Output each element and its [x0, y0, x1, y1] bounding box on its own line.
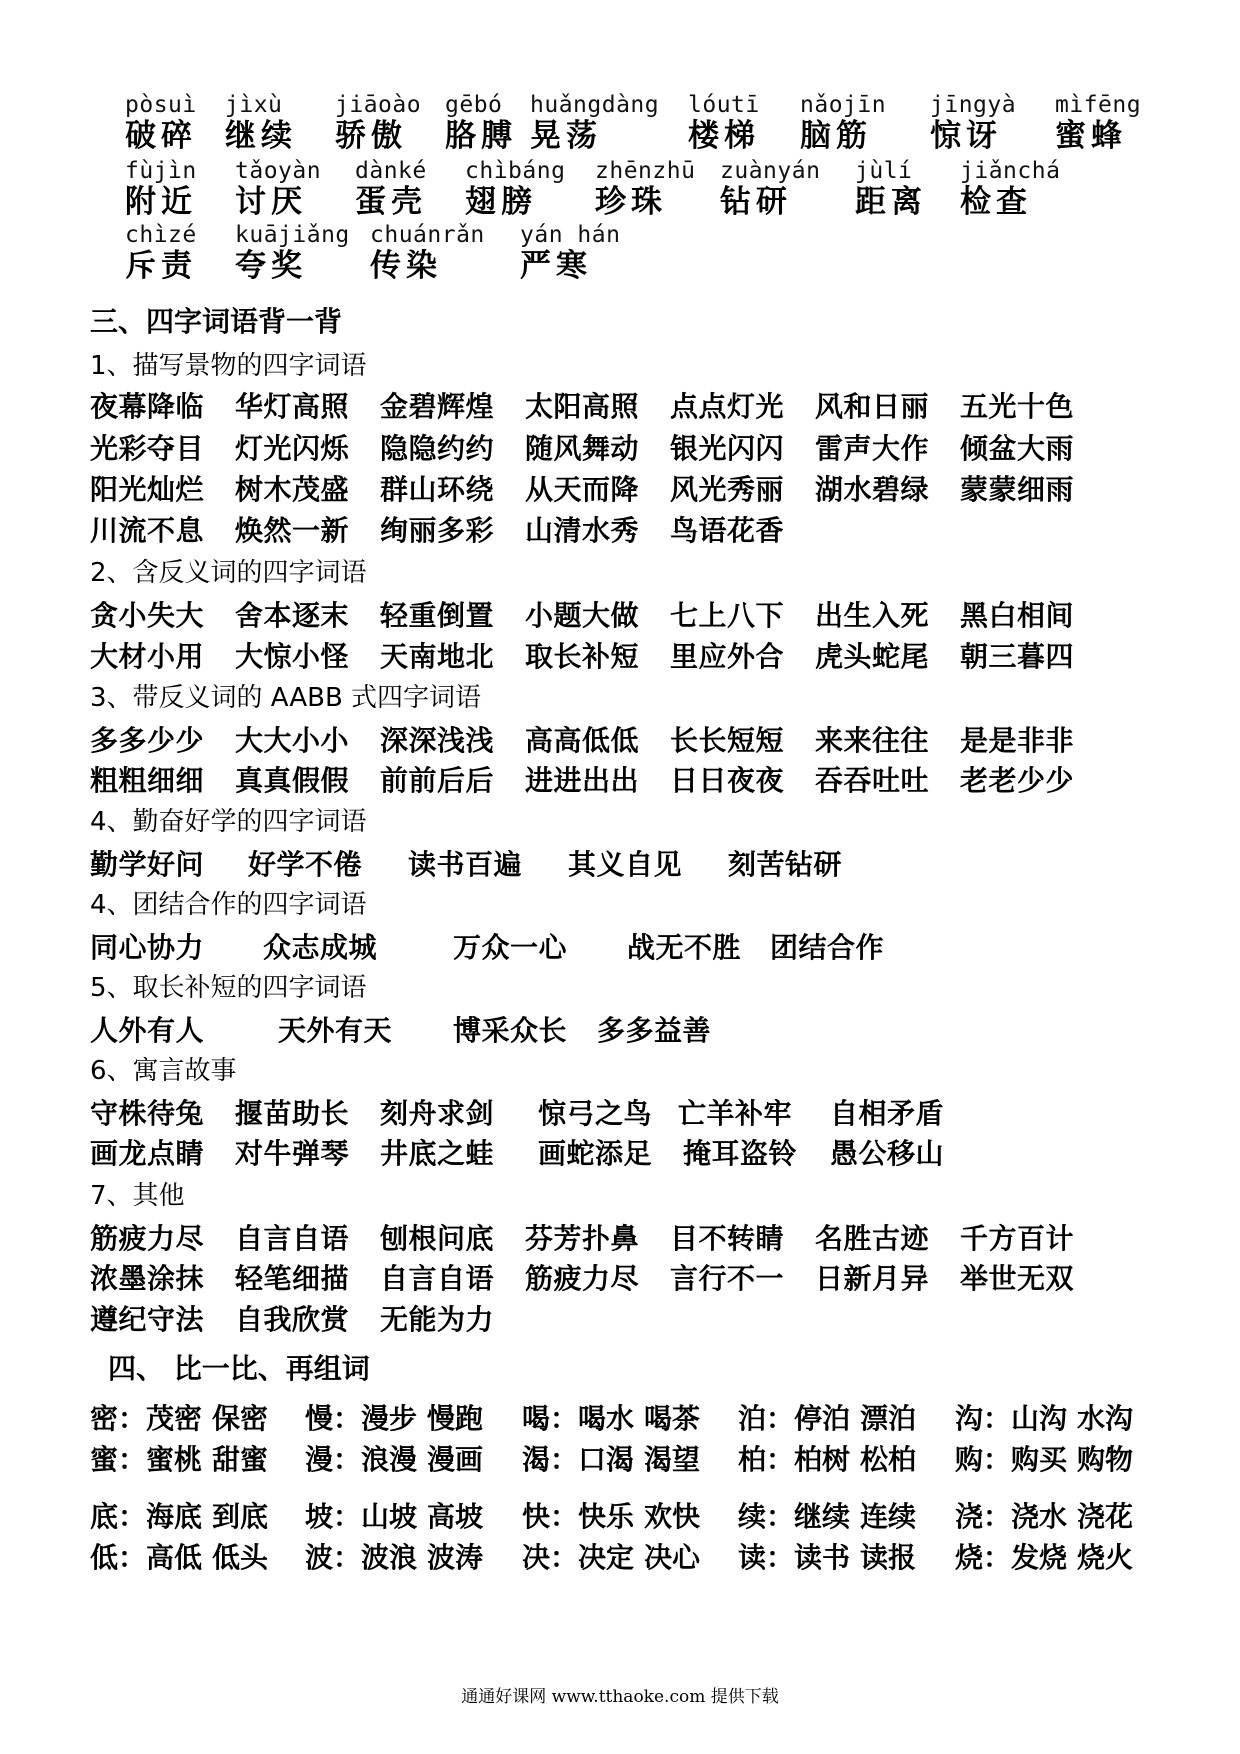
pinyin-text: zuànyán: [720, 158, 821, 184]
formed-word: 连续: [860, 1500, 917, 1533]
formed-word: 决定: [578, 1541, 635, 1574]
formed-word: 读书: [794, 1541, 851, 1574]
hanzi-word: 惊讶: [930, 118, 1002, 154]
colon-separator: ：: [333, 1541, 362, 1574]
pinyin-text: zhēnzhū: [595, 158, 696, 184]
idiom: 好学不倦: [248, 848, 363, 881]
idiom: 倾盆大雨: [960, 432, 1075, 465]
pinyin-word: [688, 92, 760, 154]
base-character: 坡: [305, 1500, 334, 1533]
base-character: 快: [522, 1500, 551, 1533]
hanzi-word: 翅膀: [465, 184, 537, 220]
formed-word: 山沟: [1011, 1402, 1068, 1435]
hanzi-word: 讨厌: [235, 184, 307, 220]
idiom: 绚丽多彩: [380, 514, 495, 547]
pinyin-word: [355, 158, 427, 220]
idiom: 来来往往: [815, 724, 930, 757]
idiom: 无能为力: [380, 1303, 495, 1336]
idiom: 贪小失大: [90, 599, 205, 632]
base-character: 决: [522, 1541, 551, 1574]
idiom: 轻笔细描: [235, 1262, 350, 1295]
hanzi-word: 严寒: [520, 248, 592, 284]
idiom: 愚公移山: [830, 1137, 945, 1170]
idiom-row: [0, 1257, 1240, 1295]
pinyin-word: [595, 158, 695, 220]
compare-group: [738, 1536, 916, 1576]
idiom: 长长短短: [670, 724, 785, 757]
formed-word: 漫画: [427, 1443, 484, 1476]
idiom: 画蛇添足: [538, 1137, 653, 1170]
pinyin-text: chìbáng: [465, 158, 566, 184]
pinyin-word: [855, 158, 927, 220]
colon-separator: ：: [118, 1541, 147, 1574]
compare-group: [522, 1438, 700, 1478]
idiom: 千方百计: [960, 1222, 1075, 1255]
pinyin-word: [930, 92, 1016, 154]
colon-separator: ：: [983, 1402, 1012, 1435]
formed-word: 烧火: [1077, 1541, 1134, 1574]
idiom: 雷声大作: [815, 432, 930, 465]
idiom-group-title: 4、勤奋好学的四字词语: [90, 807, 367, 837]
colon-separator: ：: [983, 1443, 1012, 1476]
formed-word: 蜜桃: [146, 1443, 203, 1476]
idiom: 言行不一: [670, 1262, 785, 1295]
idiom: 轻重倒置: [380, 599, 495, 632]
section3-title: 三、四字词语背一背: [90, 305, 343, 338]
idiom-group-title: 1、描写景物的四字词语: [90, 351, 367, 381]
idiom: 灯光闪烁: [235, 432, 350, 465]
idiom: 鸟语花香: [670, 514, 785, 547]
hanzi-word: 胳膊: [445, 118, 517, 154]
compare-group: [305, 1438, 483, 1478]
formed-word: 柏树: [794, 1443, 851, 1476]
idiom: 天南地北: [380, 640, 495, 673]
idiom: 隐隐约约: [380, 432, 495, 465]
compare-group: [90, 1536, 268, 1576]
idiom: 川流不息: [90, 514, 205, 547]
compare-group: [738, 1438, 916, 1478]
idiom: 湖水碧绿: [815, 473, 930, 506]
compare-group: [955, 1495, 1133, 1535]
idiom: 高高低低: [525, 724, 640, 757]
formed-word: 浇花: [1077, 1500, 1134, 1533]
idiom-group-title: 5、取长补短的四字词语: [90, 973, 367, 1003]
compare-group: [90, 1397, 268, 1437]
pinyin-word: [465, 158, 565, 220]
idiom: 芬芳扑鼻: [525, 1222, 640, 1255]
idiom: 里应外合: [670, 640, 785, 673]
idiom-row: [0, 1298, 1240, 1336]
base-character: 柏: [738, 1443, 767, 1476]
idiom: 深深浅浅: [380, 724, 495, 757]
idiom-group-title: 7、其他: [90, 1181, 185, 1211]
idiom-row: [0, 843, 1240, 881]
idiom: 对牛弹琴: [235, 1137, 350, 1170]
base-character: 泊: [738, 1402, 767, 1435]
idiom: 小题大做: [525, 599, 640, 632]
hanzi-word: 检查: [960, 184, 1032, 220]
idiom: 粗粗细细: [90, 764, 205, 797]
idiom: 名胜古迹: [815, 1222, 930, 1255]
idiom: 自言自语: [235, 1222, 350, 1255]
idiom-row: [0, 1009, 1240, 1047]
idiom: 刨根问底: [380, 1222, 495, 1255]
colon-separator: ：: [766, 1402, 795, 1435]
compare-group: [738, 1495, 916, 1535]
pinyin-word: [335, 92, 421, 154]
pinyin-row: [0, 158, 1240, 228]
idiom: 刻苦钻研: [728, 848, 843, 881]
idiom: 大大小小: [235, 724, 350, 757]
base-character: 波: [305, 1541, 334, 1574]
idiom-row: [0, 1092, 1240, 1130]
pinyin-text: kuājiǎng: [235, 222, 350, 248]
base-character: 浇: [955, 1500, 984, 1533]
idiom-row: [0, 427, 1240, 465]
idiom: 团结合作: [770, 931, 885, 964]
footer-text: 通通好课网 www.tthaoke.com 提供下载: [461, 1687, 779, 1707]
idiom: 是是非非: [960, 724, 1075, 757]
pinyin-text: jùlí: [855, 158, 913, 184]
idiom: 多多益善: [597, 1014, 712, 1047]
idiom: 日新月异: [815, 1262, 930, 1295]
idiom: 博采众长: [453, 1014, 568, 1047]
formed-word: 高坡: [427, 1500, 484, 1533]
idiom: 举世无双: [960, 1262, 1075, 1295]
hanzi-word: 骄傲: [335, 118, 407, 154]
base-character: 蜜: [90, 1443, 119, 1476]
hanzi-word: 夸奖: [235, 248, 307, 284]
colon-separator: ：: [550, 1541, 579, 1574]
colon-separator: ：: [550, 1402, 579, 1435]
base-character: 慢: [305, 1402, 334, 1435]
formed-word: 保密: [212, 1402, 269, 1435]
compare-row: [0, 1495, 1240, 1533]
formed-word: 决心: [644, 1541, 701, 1574]
idiom: 万众一心: [453, 931, 568, 964]
base-character: 密: [90, 1402, 119, 1435]
pinyin-word: [125, 92, 197, 154]
idiom: 群山环绕: [380, 473, 495, 506]
formed-word: 海底: [146, 1500, 203, 1533]
pinyin-word: [1055, 92, 1141, 154]
compare-group: [90, 1495, 268, 1535]
idiom: 前前后后: [380, 764, 495, 797]
idiom: 五光十色: [960, 390, 1075, 423]
pinyin-text: chìzé: [125, 222, 197, 248]
idiom: 随风舞动: [525, 432, 640, 465]
idiom: 从天而降: [525, 473, 640, 506]
idiom: 光彩夺目: [90, 432, 205, 465]
colon-separator: ：: [550, 1443, 579, 1476]
idiom: 日日夜夜: [670, 764, 785, 797]
idiom-row: [0, 635, 1240, 673]
hanzi-word: 脑筋: [800, 118, 872, 154]
idiom: 亡羊补牢: [678, 1097, 793, 1130]
compare-group: [522, 1397, 700, 1437]
idiom: 大材小用: [90, 640, 205, 673]
idiom-group-title: 3、带反义词的 AABB 式四字词语: [90, 683, 482, 713]
idiom: 筋疲力尽: [90, 1222, 205, 1255]
pinyin-text: lóutī: [688, 92, 760, 118]
idiom: 画龙点睛: [90, 1137, 205, 1170]
idiom: 黑白相间: [960, 599, 1075, 632]
compare-group: [305, 1495, 483, 1535]
pinyin-text: jīngyà: [930, 92, 1017, 118]
pinyin-text: dànké: [355, 158, 427, 184]
formed-word: 购买: [1011, 1443, 1068, 1476]
idiom: 树木茂盛: [235, 473, 350, 506]
formed-word: 发烧: [1011, 1541, 1068, 1574]
formed-word: 高低: [146, 1541, 203, 1574]
pinyin-word: [125, 222, 197, 284]
idiom: 浓墨涂抹: [90, 1262, 205, 1295]
idiom-row: [0, 468, 1240, 506]
idiom: 太阳高照: [525, 390, 640, 423]
idiom: 读书百遍: [408, 848, 523, 881]
formed-word: 读报: [860, 1541, 917, 1574]
formed-word: 快乐: [578, 1500, 635, 1533]
idiom: 其义自见: [568, 848, 683, 881]
hanzi-word: 斥责: [125, 248, 197, 284]
colon-separator: ：: [766, 1500, 795, 1533]
pinyin-word: [800, 92, 886, 154]
colon-separator: ：: [983, 1541, 1012, 1574]
formed-word: 茂密: [146, 1402, 203, 1435]
base-character: 沟: [955, 1402, 984, 1435]
hanzi-word: 蜜蜂: [1055, 118, 1127, 154]
idiom: 大惊小怪: [235, 640, 350, 673]
idiom: 金碧辉煌: [380, 390, 495, 423]
idiom: 舍本逐末: [235, 599, 350, 632]
pinyin-text: jiāoào: [335, 92, 422, 118]
idiom: 真真假假: [235, 764, 350, 797]
pinyin-word: [530, 92, 659, 154]
pinyin-word: [960, 158, 1060, 220]
colon-separator: ：: [766, 1541, 795, 1574]
compare-group: [90, 1438, 268, 1478]
idiom: 虎头蛇尾: [815, 640, 930, 673]
compare-row: [0, 1536, 1240, 1574]
pinyin-text: gēbó: [445, 92, 503, 118]
base-character: 读: [738, 1541, 767, 1574]
pinyin-word: [445, 92, 517, 154]
idiom: 自言自语: [380, 1262, 495, 1295]
base-character: 渴: [522, 1443, 551, 1476]
idiom: 井底之蛙: [380, 1137, 495, 1170]
pinyin-word: [235, 222, 350, 284]
pinyin-word: [225, 92, 297, 154]
formed-word: 浇水: [1011, 1500, 1068, 1533]
idiom: 多多少少: [90, 724, 205, 757]
colon-separator: ：: [333, 1402, 362, 1435]
idiom: 天外有天: [278, 1014, 393, 1047]
idiom: 阳光灿烂: [90, 473, 205, 506]
formed-word: 继续: [794, 1500, 851, 1533]
idiom-row: [0, 385, 1240, 423]
compare-group: [955, 1438, 1133, 1478]
idiom: 老老少少: [960, 764, 1075, 797]
idiom: 山清水秀: [525, 514, 640, 547]
idiom: 点点灯光: [670, 390, 785, 423]
idiom-row: [0, 594, 1240, 632]
compare-group: [305, 1397, 483, 1437]
formed-word: 波涛: [427, 1541, 484, 1574]
idiom: 华灯高照: [235, 390, 350, 423]
pinyin-text: yán hán: [520, 222, 621, 248]
idiom: 目不转睛: [670, 1222, 785, 1255]
idiom: 掩耳盗铃: [683, 1137, 798, 1170]
idiom-group-title: 4、团结合作的四字词语: [90, 890, 367, 920]
base-character: 漫: [305, 1443, 334, 1476]
pinyin-word: [370, 222, 485, 284]
compare-group: [955, 1536, 1133, 1576]
hanzi-word: 破碎: [125, 118, 197, 154]
idiom: 风和日丽: [815, 390, 930, 423]
idiom: 刻舟求剑: [380, 1097, 495, 1130]
idiom-row: [0, 509, 1240, 547]
base-character: 续: [738, 1500, 767, 1533]
base-character: 低: [90, 1541, 119, 1574]
idiom-group-title: 2、含反义词的四字词语: [90, 558, 367, 588]
pinyin-row: [0, 92, 1240, 162]
idiom: 吞吞吐吐: [815, 764, 930, 797]
formed-word: 口渴: [578, 1443, 635, 1476]
formed-word: 水沟: [1077, 1402, 1134, 1435]
formed-word: 漫步: [361, 1402, 418, 1435]
colon-separator: ：: [118, 1402, 147, 1435]
formed-word: 欢快: [644, 1500, 701, 1533]
hanzi-word: 继续: [225, 118, 297, 154]
idiom-row: [0, 719, 1240, 757]
hanzi-word: 珍珠: [595, 184, 667, 220]
hanzi-word: 晃荡: [530, 118, 602, 154]
idiom: 战无不胜: [627, 931, 742, 964]
pinyin-word: [125, 158, 197, 220]
formed-word: 渴望: [644, 1443, 701, 1476]
base-character: 喝: [522, 1402, 551, 1435]
hanzi-word: 楼梯: [688, 118, 760, 154]
compare-group: [305, 1536, 483, 1576]
hanzi-word: 附近: [125, 184, 197, 220]
idiom: 惊弓之鸟: [538, 1097, 653, 1130]
idiom-group-title: 6、寓言故事: [90, 1056, 237, 1086]
idiom: 朝三暮四: [960, 640, 1075, 673]
pinyin-word: [520, 222, 620, 284]
pinyin-text: pòsuì: [125, 92, 197, 118]
idiom: 银光闪闪: [670, 432, 785, 465]
base-character: 烧: [955, 1541, 984, 1574]
pinyin-word: [235, 158, 321, 220]
pinyin-row: [0, 222, 1240, 292]
colon-separator: ：: [983, 1500, 1012, 1533]
section4-title: 四、 比一比、再组词: [108, 1352, 370, 1385]
formed-word: 停泊: [794, 1402, 851, 1435]
idiom: 风光秀丽: [670, 473, 785, 506]
colon-separator: ：: [118, 1443, 147, 1476]
idiom: 出生入死: [815, 599, 930, 632]
compare-row: [0, 1397, 1240, 1435]
idiom: 勤学好问: [90, 848, 205, 881]
idiom-row: [0, 759, 1240, 797]
pinyin-text: jìxù: [225, 92, 283, 118]
base-character: 底: [90, 1500, 119, 1533]
colon-separator: ：: [333, 1443, 362, 1476]
colon-separator: ：: [118, 1500, 147, 1533]
compare-group: [522, 1495, 700, 1535]
formed-word: 低头: [212, 1541, 269, 1574]
idiom: 自我欣赏: [235, 1303, 350, 1336]
hanzi-word: 距离: [855, 184, 927, 220]
pinyin-text: mìfēng: [1055, 92, 1142, 118]
formed-word: 山坡: [361, 1500, 418, 1533]
pinyin-text: huǎngdàng: [530, 92, 660, 118]
idiom: 遵纪守法: [90, 1303, 205, 1336]
compare-row: [0, 1438, 1240, 1476]
pinyin-word: [720, 158, 820, 220]
compare-group: [522, 1536, 700, 1576]
idiom: 揠苗助长: [235, 1097, 350, 1130]
compare-group: [955, 1397, 1133, 1437]
hanzi-word: 蛋壳: [355, 184, 427, 220]
pinyin-text: chuánrǎn: [370, 222, 485, 248]
pinyin-text: nǎojīn: [800, 92, 887, 118]
idiom: 筋疲力尽: [525, 1262, 640, 1295]
idiom: 取长补短: [525, 640, 640, 673]
colon-separator: ：: [766, 1443, 795, 1476]
pinyin-text: jiǎnchá: [960, 158, 1061, 184]
idiom-row: [0, 1132, 1240, 1170]
colon-separator: ：: [333, 1500, 362, 1533]
hanzi-word: 钻研: [720, 184, 792, 220]
formed-word: 甜蜜: [212, 1443, 269, 1476]
idiom: 进进出出: [525, 764, 640, 797]
pinyin-text: tǎoyàn: [235, 158, 322, 184]
idiom: 守株待兔: [90, 1097, 205, 1130]
idiom: 众志成城: [263, 931, 378, 964]
formed-word: 到底: [212, 1500, 269, 1533]
base-character: 购: [955, 1443, 984, 1476]
idiom: 人外有人: [90, 1014, 205, 1047]
formed-word: 漂泊: [860, 1402, 917, 1435]
compare-group: [738, 1397, 916, 1437]
pinyin-text: fùjìn: [125, 158, 197, 184]
idiom: 自相矛盾: [830, 1097, 945, 1130]
idiom-row: [0, 926, 1240, 964]
idiom: 同心协力: [90, 931, 205, 964]
formed-word: 慢跑: [427, 1402, 484, 1435]
formed-word: 喝水: [578, 1402, 635, 1435]
idiom-row: [0, 1217, 1240, 1255]
hanzi-word: 传染: [370, 248, 442, 284]
formed-word: 松柏: [860, 1443, 917, 1476]
colon-separator: ：: [550, 1500, 579, 1533]
formed-word: 购物: [1077, 1443, 1134, 1476]
formed-word: 波浪: [361, 1541, 418, 1574]
formed-word: 喝茶: [644, 1402, 701, 1435]
idiom: 七上八下: [670, 599, 785, 632]
formed-word: 浪漫: [361, 1443, 418, 1476]
idiom: 焕然一新: [235, 514, 350, 547]
idiom: 蒙蒙细雨: [960, 473, 1075, 506]
idiom: 夜幕降临: [90, 390, 205, 423]
